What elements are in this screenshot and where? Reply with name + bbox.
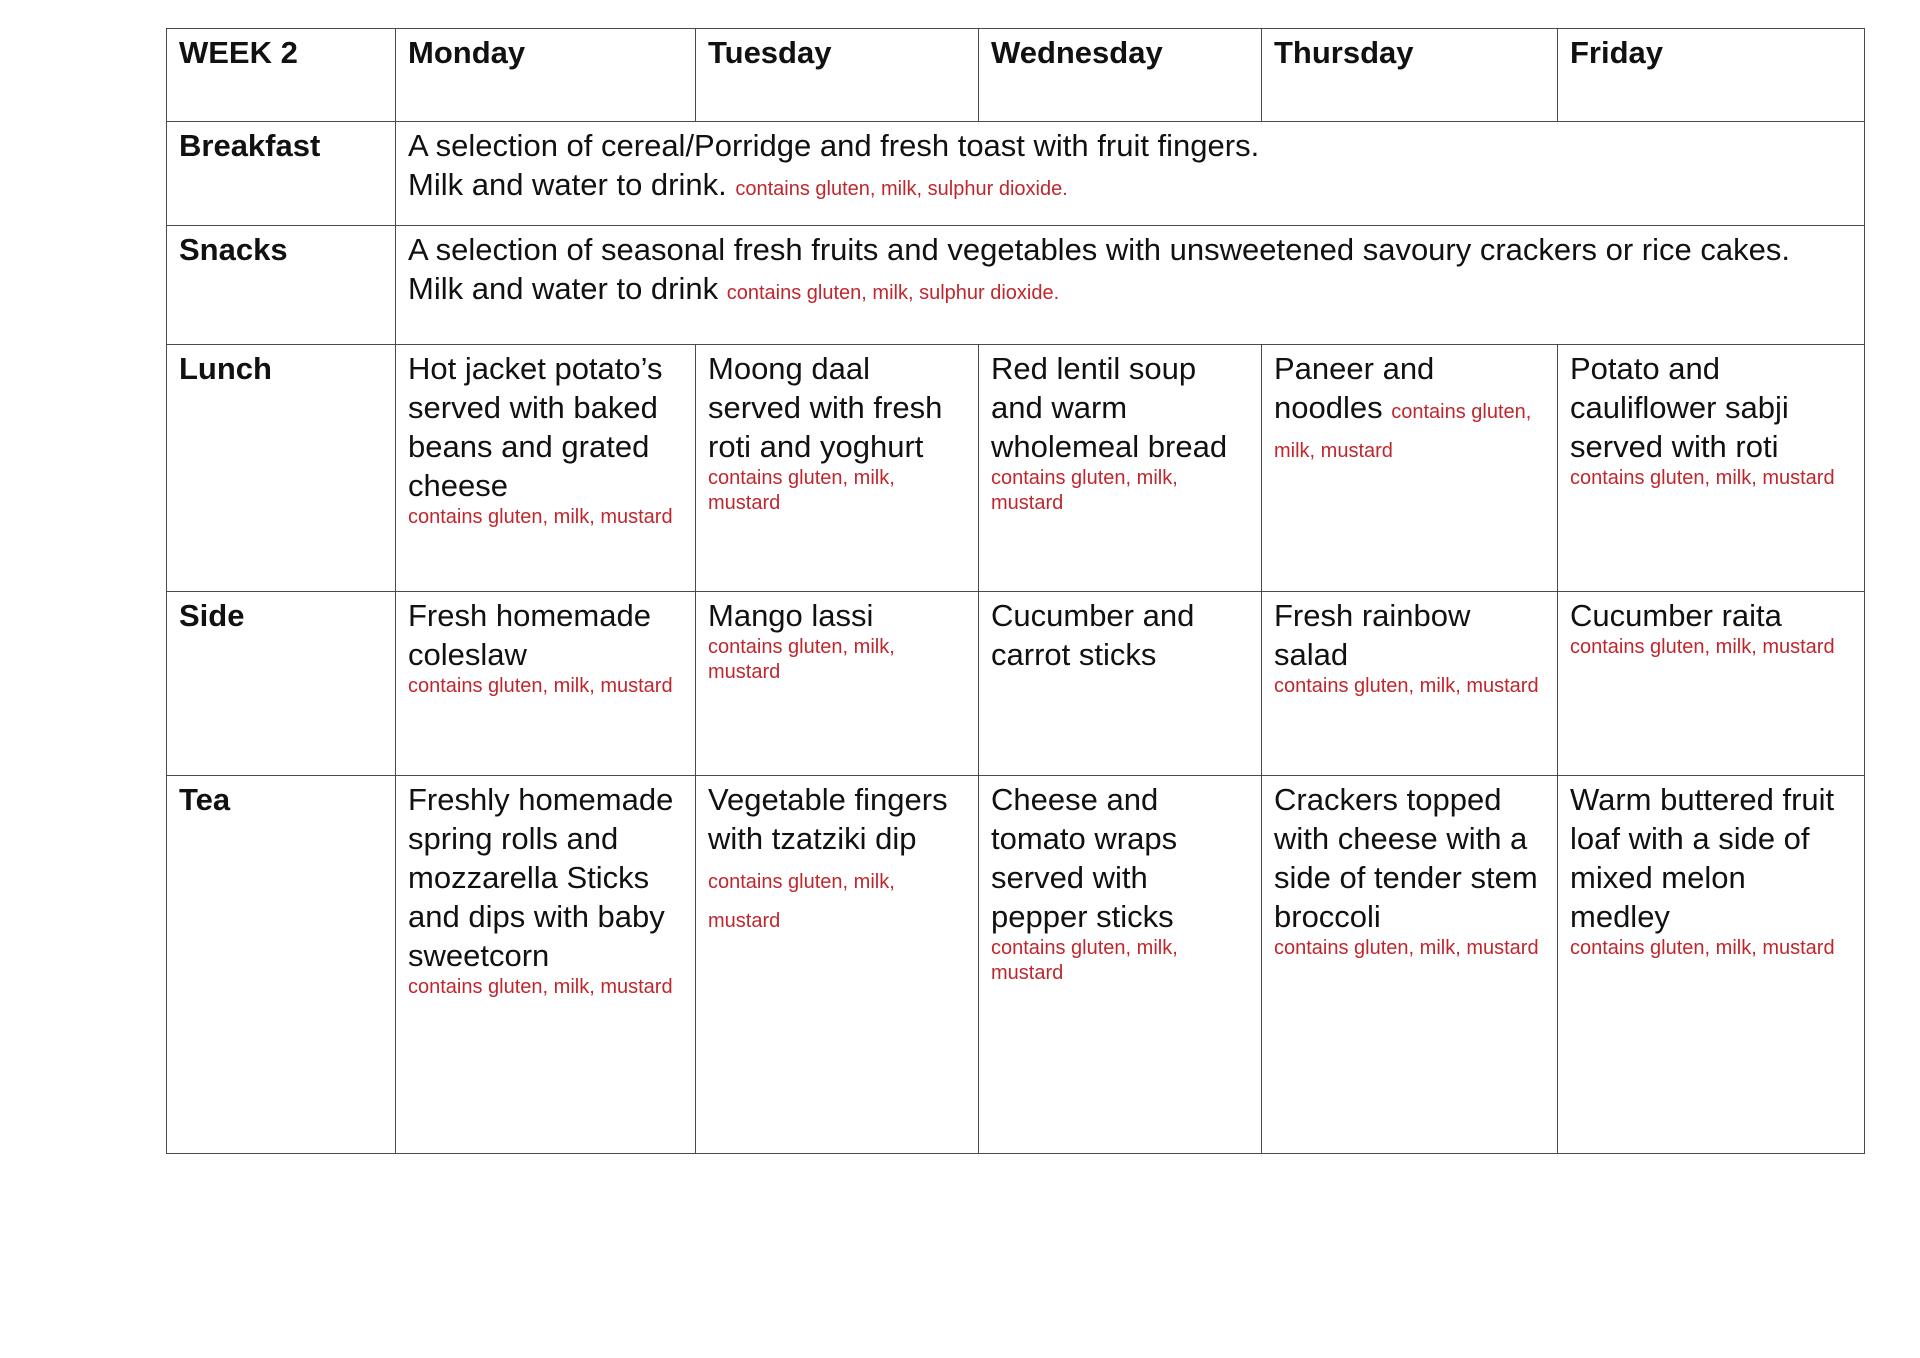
breakfast-line1: A selection of cereal/Porridge and fresh toast with fruit fingers. [408, 128, 1260, 163]
lunch-friday-allergen: contains gluten, milk, mustard [1570, 467, 1835, 489]
lunch-thursday-dish: Paneer and noodles [1274, 351, 1435, 425]
tea-friday-dish: Warm buttered fruit loaf with a side of mixed melon medley [1570, 782, 1835, 934]
tea-row [167, 776, 1865, 1154]
week-label: WEEK 2 [167, 29, 396, 122]
snacks-line1: A selection of seasonal fresh fruits and vegetables with unsweetened savoury crackers or rice cakes. [408, 232, 1790, 267]
tea-tuesday-dish: Vegetable fingers with tzatziki dip [708, 782, 948, 856]
weekly-menu-table [166, 28, 1865, 1154]
snacks-line2-wrap [408, 269, 1852, 308]
snacks-line2: Milk and water to drink [408, 271, 719, 306]
row-label-breakfast: Breakfast [167, 122, 396, 226]
lunch-wednesday-dish: Red lentil soup and warm wholemeal bread [991, 351, 1228, 464]
day-header-monday: Monday [396, 29, 696, 122]
lunch-tuesday-dish: Moong daal served with fresh roti and yoghurt [708, 351, 943, 464]
tea-friday-cell [1558, 776, 1865, 1154]
breakfast-row [167, 122, 1865, 226]
lunch-tuesday-allergen: contains gluten, milk, mustard [708, 467, 895, 514]
tea-monday-allergen: contains gluten, milk, mustard [408, 976, 673, 998]
breakfast-cell [396, 122, 1865, 226]
lunch-thursday-cell [1262, 345, 1558, 592]
side-wednesday-cell [979, 592, 1262, 776]
lunch-tuesday-cell [696, 345, 979, 592]
side-friday-dish: Cucumber raita [1570, 598, 1782, 633]
tea-thursday-dish: Crackers topped with cheese with a side of tender stem broccoli [1274, 782, 1538, 934]
tea-wednesday-dish: Cheese and tomato wraps served with pepper sticks [991, 782, 1178, 934]
side-tuesday-allergen: contains gluten, milk, mustard [708, 636, 895, 683]
tea-tuesday-allergen: contains gluten, milk, mustard [708, 871, 895, 932]
lunch-friday-cell [1558, 345, 1865, 592]
snacks-cell [396, 226, 1865, 345]
side-monday-dish: Fresh homemade coleslaw [408, 598, 651, 672]
tea-tuesday-cell [696, 776, 979, 1154]
lunch-monday-dish: Hot jacket potato’s served with baked beans and grated cheese [408, 351, 663, 503]
snacks-allergen-note: contains gluten, milk, sulphur dioxide. [726, 282, 1060, 304]
side-thursday-dish: Fresh rainbow salad [1274, 598, 1471, 672]
tea-wednesday-allergen: contains gluten, milk, mustard [991, 937, 1178, 984]
day-header-thursday: Thursday [1262, 29, 1558, 122]
breakfast-line2-wrap [408, 165, 1852, 204]
row-label-snacks: Snacks [167, 226, 396, 345]
snacks-row [167, 226, 1865, 345]
side-thursday-allergen: contains gluten, milk, mustard [1274, 675, 1539, 697]
row-label-tea: Tea [167, 776, 396, 1154]
side-friday-cell [1558, 592, 1865, 776]
tea-wednesday-cell [979, 776, 1262, 1154]
tea-thursday-cell [1262, 776, 1558, 1154]
lunch-friday-dish: Potato and cauliflower sabji served with roti [1570, 351, 1789, 464]
lunch-thursday-allergen: contains gluten, milk, mustard [1274, 401, 1532, 462]
header-row [167, 29, 1865, 122]
side-monday-cell [396, 592, 696, 776]
side-monday-allergen: contains gluten, milk, mustard [408, 675, 673, 697]
tea-thursday-allergen: contains gluten, milk, mustard [1274, 937, 1539, 959]
day-header-tuesday: Tuesday [696, 29, 979, 122]
row-label-side: Side [167, 592, 396, 776]
lunch-monday-allergen: contains gluten, milk, mustard [408, 506, 673, 528]
lunch-wednesday-allergen: contains gluten, milk, mustard [991, 467, 1178, 514]
day-header-friday: Friday [1558, 29, 1865, 122]
tea-monday-cell [396, 776, 696, 1154]
side-friday-allergen: contains gluten, milk, mustard [1570, 636, 1835, 658]
row-label-lunch: Lunch [167, 345, 396, 592]
breakfast-line2: Milk and water to drink. [408, 167, 727, 202]
side-thursday-cell [1262, 592, 1558, 776]
breakfast-allergen-note: contains gluten, milk, sulphur dioxide. [735, 178, 1068, 200]
day-header-wednesday: Wednesday [979, 29, 1262, 122]
side-wednesday-dish: Cucumber and carrot sticks [991, 598, 1195, 672]
side-row [167, 592, 1865, 776]
side-tuesday-dish: Mango lassi [708, 598, 874, 633]
tea-monday-dish: Freshly homemade spring rolls and mozzarella Sticks and dips with baby sweetcorn [408, 782, 674, 973]
lunch-wednesday-cell [979, 345, 1262, 592]
lunch-row [167, 345, 1865, 592]
lunch-monday-cell [396, 345, 696, 592]
side-tuesday-cell [696, 592, 979, 776]
tea-friday-allergen: contains gluten, milk, mustard [1570, 937, 1835, 959]
